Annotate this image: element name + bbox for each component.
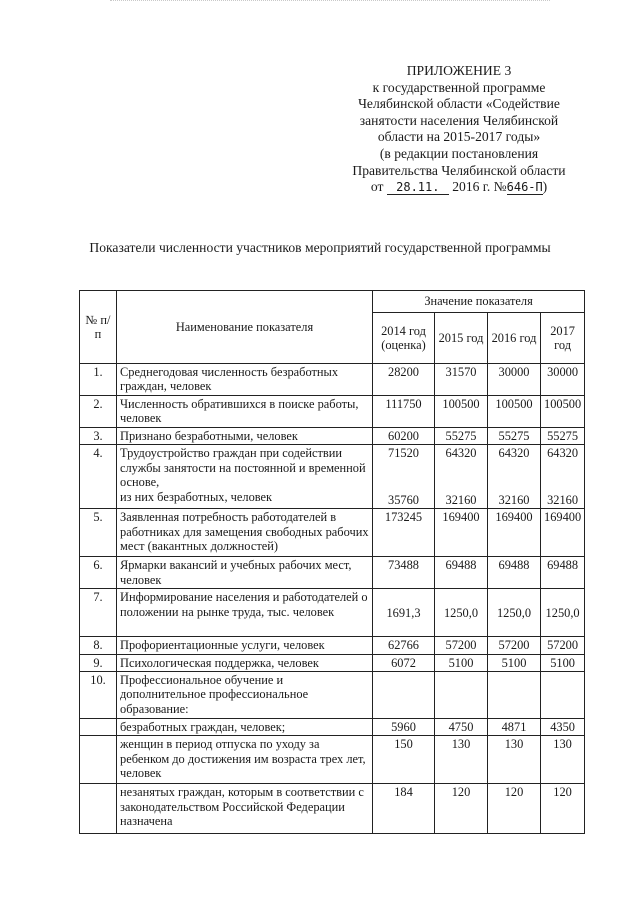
indicator-value: 4750 [435,719,488,736]
indicator-name [117,637,373,654]
value-unemployed: 32160 [498,492,530,507]
indicator-value: 30000 [541,364,585,396]
indicator-value: 57200 [488,637,541,654]
header-line: (в редакции постановления [379,145,539,161]
row-number: 3. [80,428,117,445]
indicator-value [435,445,488,509]
header-line: Челябинской области «Содействие [358,96,560,112]
indicator-name [117,719,373,736]
indicator-value: 5100 [541,654,585,671]
indicator-name-text: женщин в период отпуска по уходу за ребенком до достижения им возраста трех лет, человек [120,737,366,781]
indicator-value: 60200 [373,428,435,445]
indicator-value: 173245 [373,509,435,557]
value-unemployed: 32160 [445,492,477,507]
indicator-value: 69488 [435,557,488,589]
header-line: к государственной программе [372,79,546,95]
indicator-value: 184 [373,784,435,834]
indicator-value: 55275 [541,428,585,445]
row-number: 8. [80,637,117,654]
indicator-value: 1691,3 [373,589,435,637]
indicators-table [79,290,585,834]
column-header-name: Наименование показателя [117,291,373,364]
table-row [80,654,585,671]
resolution-number: 646-П [506,180,543,195]
indicator-value: 130 [435,736,488,784]
indicator-value [373,445,435,509]
indicator-name [117,736,373,784]
value-unemployed: 32160 [547,492,579,507]
row-number: 10. [80,672,117,719]
indicator-value: 4871 [488,719,541,736]
row-number [80,719,117,736]
value-total: 64320 [498,446,530,461]
row-number [80,784,117,834]
indicator-value: 150 [373,736,435,784]
indicator-name-text: Ярмарки вакансий и учебных рабочих мест, человек [120,558,352,587]
indicator-name [117,672,373,719]
indicator-name [117,428,373,445]
row-number: 4. [80,445,117,509]
indicator-name [117,654,373,671]
indicator-value: 57200 [541,637,585,654]
indicator-value: 55275 [435,428,488,445]
appendix-header [330,63,588,196]
page-title: Показатели численности участников мероприятий государственной программы [89,240,551,255]
scan-top-edge [110,0,550,2]
table-row [80,509,585,557]
indicator-value: 1250,0 [435,589,488,637]
row-number: 2. [80,396,117,428]
indicator-name [117,589,373,637]
close-paren: ) [542,179,548,195]
row-number [80,736,117,784]
indicator-value: 100500 [541,396,585,428]
indicator-name-text: Трудоустройство граждан при содействии службы занятости на постоянной и временной основе, [120,446,366,490]
indicator-name-text: Заявленная потребность работодателей в работниках для замещения свободных рабочих мест (вакантных должностей) [120,510,369,554]
indicator-value: 5100 [488,654,541,671]
table-row [80,557,585,589]
column-header-number: № п/п [80,291,117,364]
table-row [80,637,585,654]
table-row [80,719,585,736]
indicator-name [117,509,373,557]
indicator-value: 100500 [488,396,541,428]
indicator-name [117,557,373,589]
indicator-value: 111750 [373,396,435,428]
row-number: 9. [80,654,117,671]
indicator-value: 57200 [435,637,488,654]
indicator-value [541,445,585,509]
indicator-name-text: незанятых граждан, которым в соответствии с законодательством Российской Федерации назначена [120,785,364,829]
value-unemployed: 35760 [388,492,419,507]
row-number: 6. [80,557,117,589]
indicator-value: 5100 [435,654,488,671]
indicator-value: 28200 [373,364,435,396]
indicator-value: 69488 [541,557,585,589]
indicator-value: 69488 [488,557,541,589]
indicator-value: 169400 [488,509,541,557]
indicator-value: 120 [541,784,585,834]
indicator-value: 4350 [541,719,585,736]
indicator-value [541,672,585,719]
column-header-year: 2016 год [488,313,541,364]
indicator-value: 5960 [373,719,435,736]
indicator-value [488,445,541,509]
indicator-name-text: Психологическая поддержка, человек [120,655,319,670]
indicator-subname-text: из них безработных, человек [120,489,273,504]
table-row [80,672,585,719]
row-number: 1. [80,364,117,396]
indicator-value: 30000 [488,364,541,396]
indicator-value: 6072 [373,654,435,671]
table-row [80,396,585,428]
row-number: 7. [80,589,117,637]
appendix-title: ПРИЛОЖЕНИЕ 3 [406,63,512,78]
indicator-name-text: безработных граждан, человек; [120,720,286,735]
table-row [80,445,585,509]
indicator-name [117,784,373,834]
indicator-value [373,672,435,719]
year-label: 2016 г. № [452,179,507,195]
value-total: 64320 [547,446,579,461]
indicator-value: 169400 [541,509,585,557]
indicator-value: 130 [541,736,585,784]
indicator-name [117,445,373,509]
indicator-name-text: Среднегодовая численность безработных граждан, человек [120,365,339,394]
indicator-value: 55275 [488,428,541,445]
table-row [80,589,585,637]
indicator-value: 1250,0 [488,589,541,637]
table-row [80,736,585,784]
indicator-value: 120 [488,784,541,834]
value-total: 64320 [445,446,477,461]
from-label: от [370,179,384,195]
indicator-name-text: Информирование населения и работодателей о положении на рынке труда, тыс. человек [120,590,368,619]
indicator-name-text: Профориентационные услуги, человек [120,638,325,653]
indicator-value: 169400 [435,509,488,557]
column-header-year: 2014 год (оценка) [373,313,435,364]
resolution-date-line [330,179,588,196]
indicator-value: 130 [488,736,541,784]
table-row [80,364,585,396]
header-line: области на 2015-2017 годы» [377,129,541,145]
table-row [80,784,585,834]
header-line: Правительства Челябинской области [352,162,566,178]
indicator-name-text: Признано безработными, человек [120,429,298,443]
indicator-value [435,672,488,719]
indicator-value: 62766 [373,637,435,654]
indicator-value: 120 [435,784,488,834]
column-header-values: Значение показателя [373,291,585,313]
indicator-name-text: Профессиональное обучение и дополнительное профессиональное образование: [120,673,309,716]
indicator-value [488,672,541,719]
header-line: занятости населения Челябинской [359,112,559,128]
row-number: 5. [80,509,117,557]
indicator-value: 73488 [373,557,435,589]
indicator-value: 1250,0 [541,589,585,637]
column-header-year: 2017 год [541,313,585,364]
table-row [80,428,585,445]
column-header-year: 2015 год [435,313,488,364]
indicator-name [117,396,373,428]
value-total: 71520 [388,446,419,461]
indicator-value: 100500 [435,396,488,428]
indicator-value: 31570 [435,364,488,396]
resolution-date: 28.11. [387,181,449,195]
indicator-name [117,364,373,396]
indicator-name-text: Численность обратившихся в поиске работы, человек [120,397,359,426]
